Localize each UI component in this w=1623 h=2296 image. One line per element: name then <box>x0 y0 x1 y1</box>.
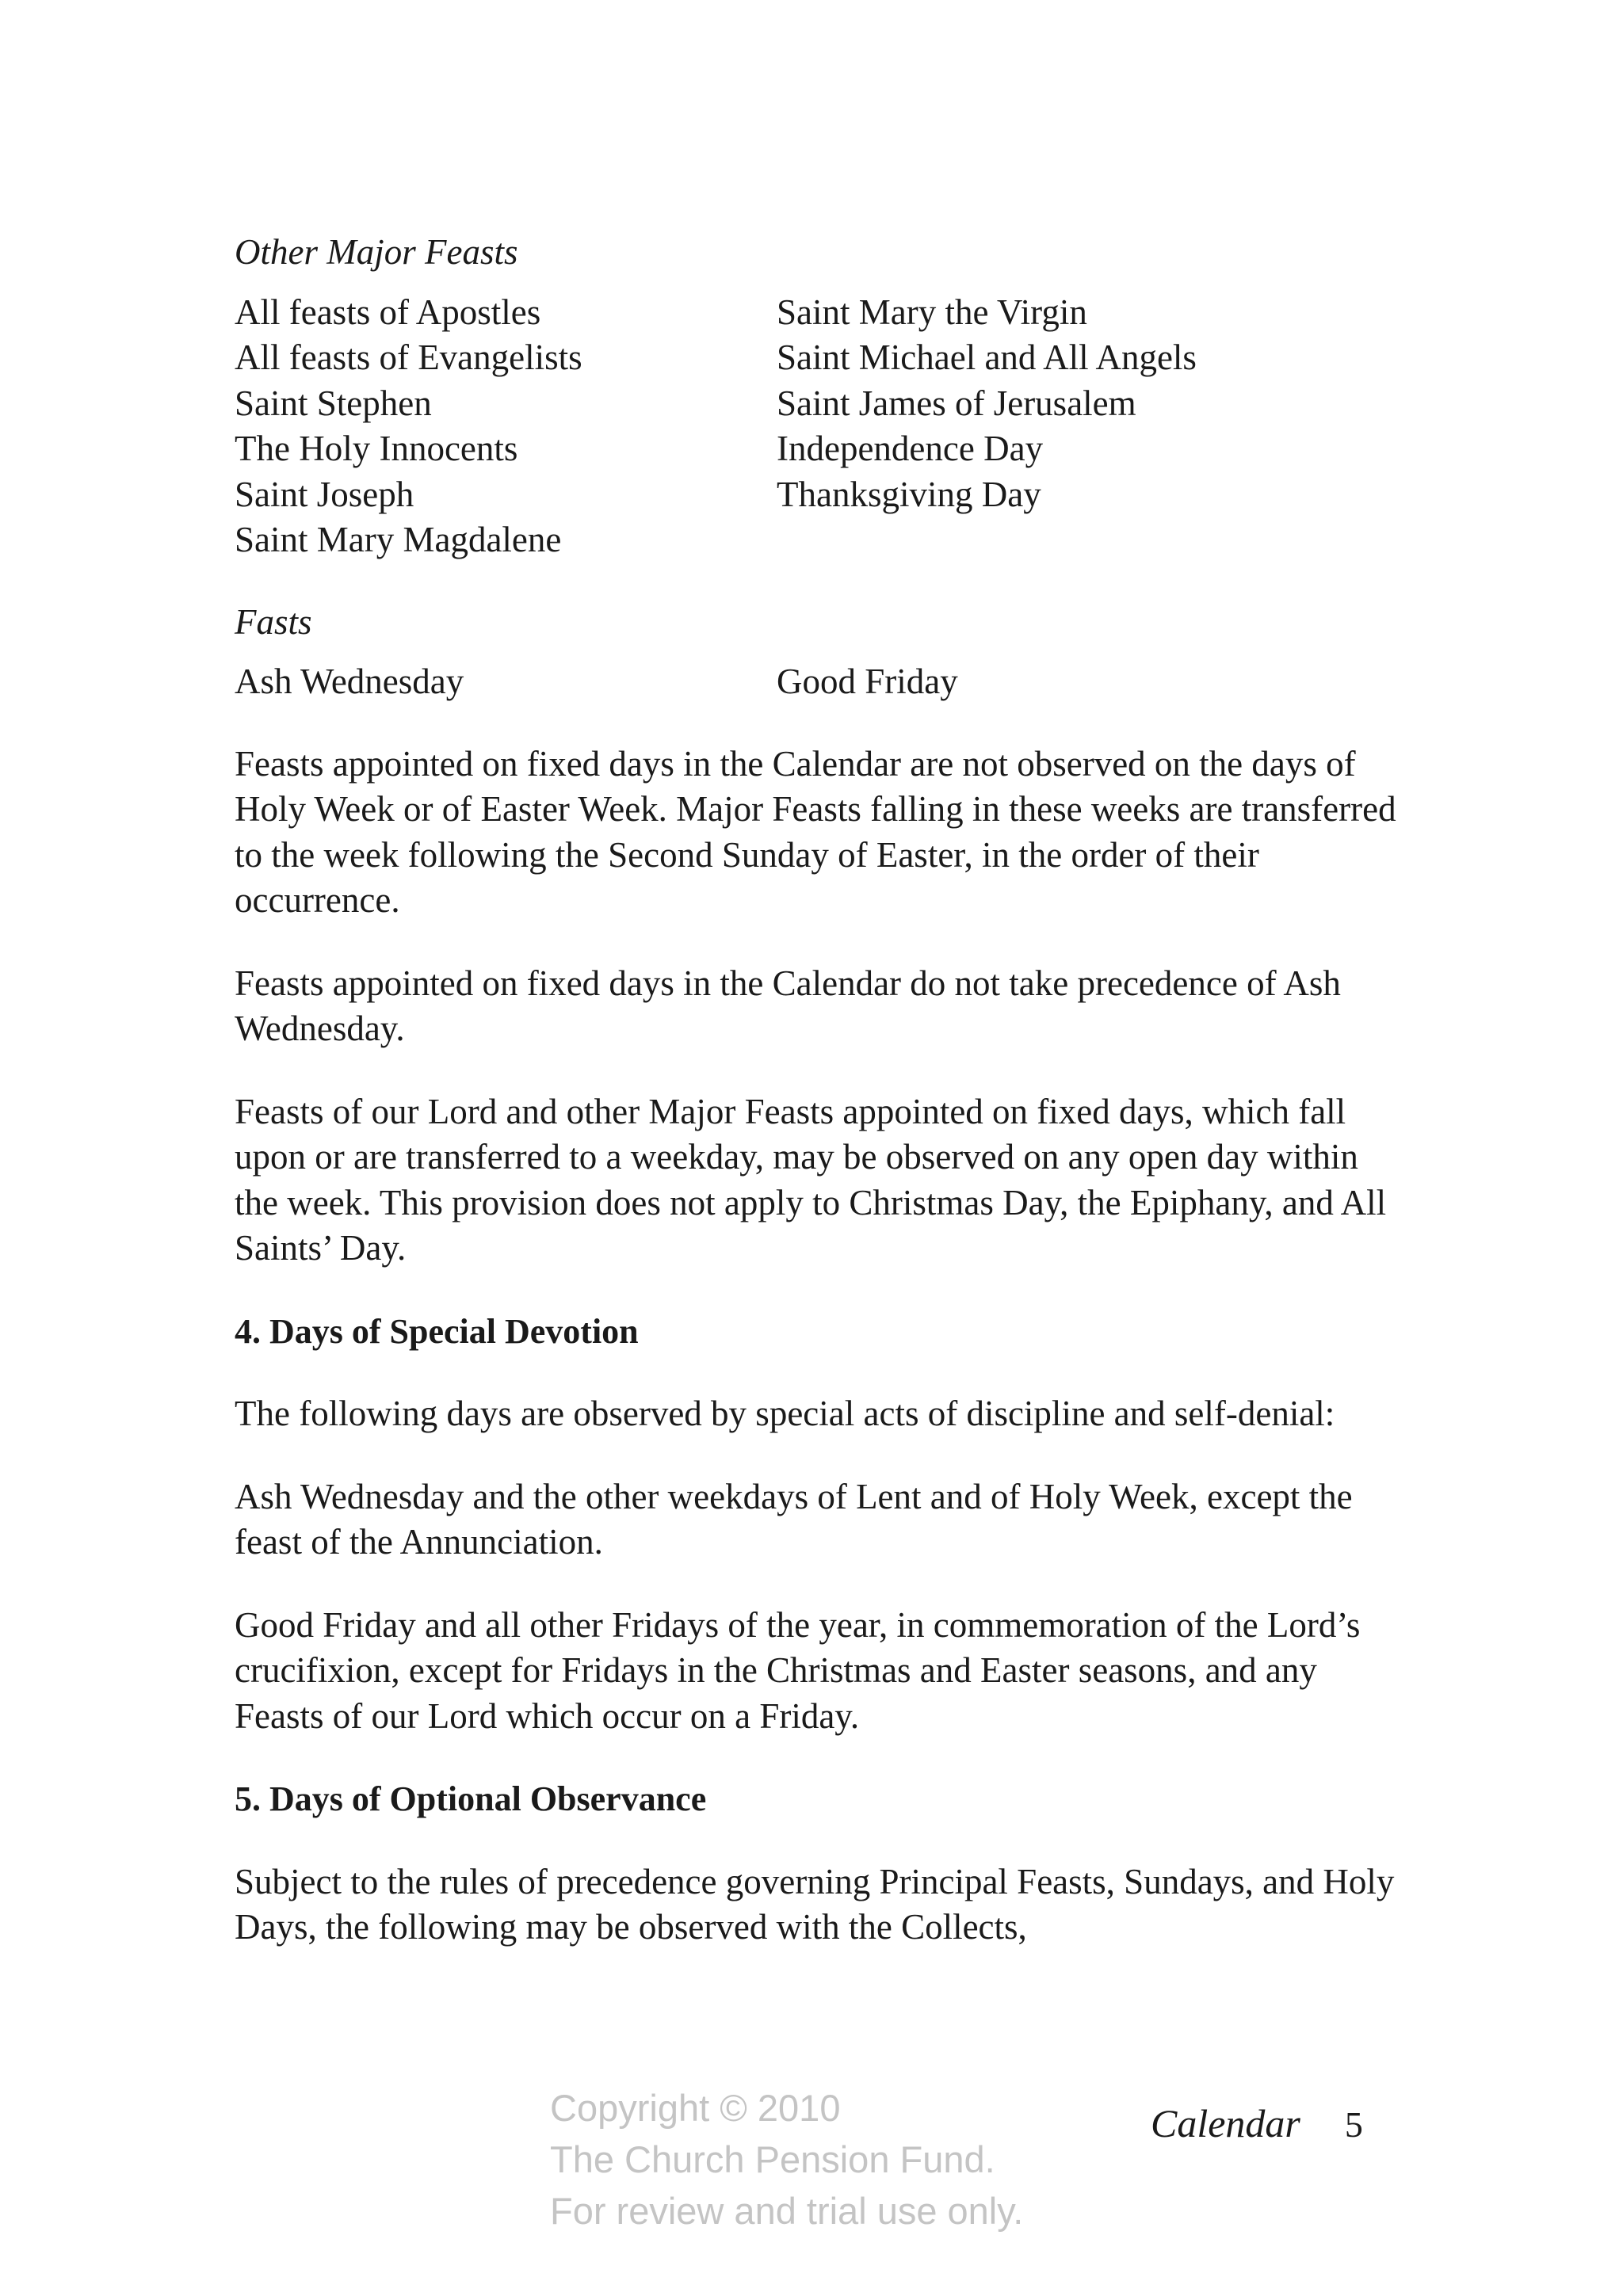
page-footer <box>1151 2100 1404 2149</box>
watermark-line: Copyright © 2010 <box>550 2087 841 2129</box>
fasts-right-column <box>777 659 1400 705</box>
paragraph-weekday-observance: Feasts of our Lord and other Major Feasts appointed on fixed days, which fall upon or are transferred to a weekday, may be observed on any open day within the week. This provision does not apply to Christmas Day, the Epiphany, and All Saints’ Day. <box>235 1091 1387 1268</box>
paragraph-ash-wednesday-precedence: Feasts appointed on fixed days in the Calendar do not take precedence of Ash Wednesday. <box>235 963 1341 1048</box>
section-heading-optional-observance: 5. Days of Optional Observance <box>235 1779 707 1818</box>
other-major-feasts-heading: Other Major Feasts <box>235 232 518 272</box>
list-item: Good Friday <box>777 662 958 701</box>
running-head: Calendar <box>1151 2101 1300 2145</box>
fasts-heading: Fasts <box>235 601 312 642</box>
other-major-feasts-left-column <box>235 290 777 563</box>
fasts-list <box>235 659 1400 705</box>
page-body <box>235 230 1400 1988</box>
section-heading-special-devotion: 4. Days of Special Devotion <box>235 1311 639 1351</box>
list-item: The Holy Innocents <box>235 429 518 468</box>
other-major-feasts-right-column <box>777 290 1400 563</box>
list-item: All feasts of Apostles <box>235 292 541 332</box>
list-item: Saint Joseph <box>235 474 414 514</box>
paragraph-special-devotion-intro: The following days are observed by special acts of discipline and self-denial: <box>235 1394 1335 1433</box>
paragraph-lent-weekdays: Ash Wednesday and the other weekdays of Lent and of Holy Week, except the feast of the Annunciation. <box>235 1476 1353 1562</box>
paragraph-fridays: Good Friday and all other Fridays of the year, in commemoration of the Lord’s crucifixion, except for Fridays in the Christmas and Easter seasons, and any Feasts of our Lord which occur on a Friday. <box>235 1604 1361 1736</box>
other-major-feasts-list <box>235 290 1400 563</box>
copyright-watermark <box>550 2082 1023 2237</box>
fasts-left-column <box>235 659 777 705</box>
watermark-line: For review and trial use only. <box>550 2190 1024 2232</box>
list-item: Saint James of Jerusalem <box>777 383 1136 423</box>
list-item: Independence Day <box>777 429 1044 468</box>
watermark-line: The Church Pension Fund. <box>550 2138 995 2180</box>
list-item: All feasts of Evangelists <box>235 338 582 377</box>
list-item: Thanksgiving Day <box>777 474 1041 514</box>
list-item: Saint Stephen <box>235 383 432 423</box>
list-item: Saint Mary Magdalene <box>235 520 562 559</box>
page-number: 5 <box>1344 2104 1363 2145</box>
list-item: Saint Michael and All Angels <box>777 338 1197 377</box>
paragraph-fixed-days-holy-week: Feasts appointed on fixed days in the Calendar are not observed on the days of Holy Week or of Easter Week. Major Feasts falling in these weeks are transferred to the week following the Second Sunday of Easter, in the order of their occurrence. <box>235 743 1396 920</box>
list-item: Ash Wednesday <box>235 662 464 701</box>
list-item: Saint Mary the Virgin <box>777 292 1087 332</box>
paragraph-optional-observance: Subject to the rules of precedence governing Principal Feasts, Sundays, and Holy Days, the following may be observed with the Collects, <box>235 1861 1395 1947</box>
